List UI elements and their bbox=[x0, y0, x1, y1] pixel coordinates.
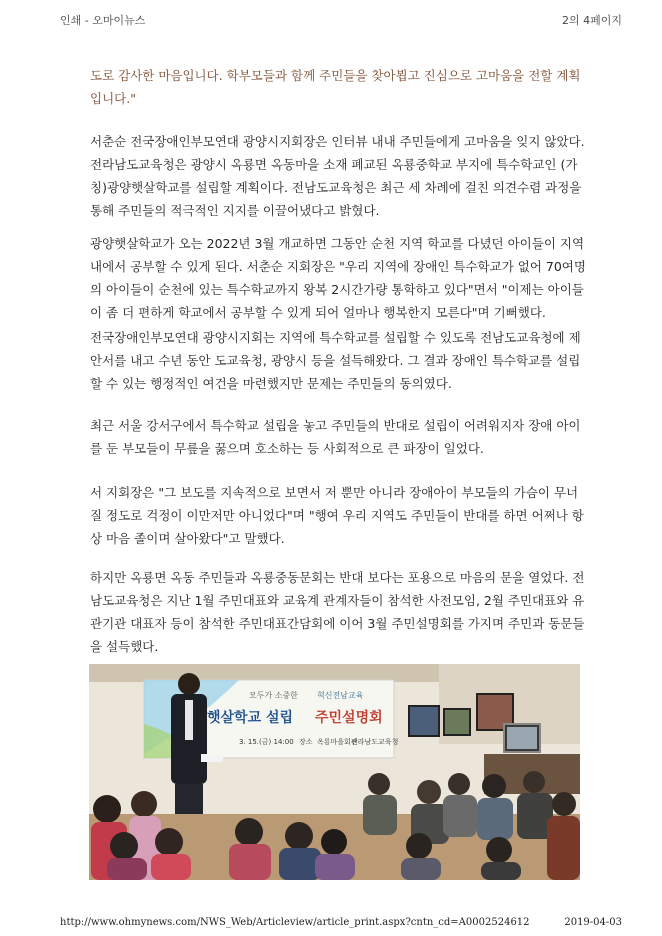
page-indicator: 2의 4페이지 bbox=[562, 14, 622, 27]
banner-date-text: 3. 15.(금) 14:00 bbox=[239, 738, 294, 746]
article-paragraph-6: 하지만 옥룡면 옥동 주민들과 옥룡중동문회는 반대 보다는 포용으로 마음의 문을 열었다. 전남도교육청은 지난 1월 주민대표와 교육계 관계자들이 참석한 사전모임, 2월 주민대표와 유관기관 대표자 등이 참석한 주민대표간담회에 이어 3월 주민설명회를 가지며 주민과 동문들을 설득했다. bbox=[90, 570, 585, 654]
banner-event-text: 주민설명회 bbox=[315, 710, 383, 726]
banner-place-text: 옥룡마을회관 bbox=[317, 738, 358, 746]
article-paragraph-4: 최근 서울 강서구에서 특수학교 설립을 놓고 주민들의 반대로 설립이 어려워지자 장애 아이를 둔 부모들이 무릎을 꿇으며 호소하는 등 사회적으로 큰 파장이 일었다. bbox=[90, 418, 581, 456]
article-paragraph-3: 전국장애인부모연대 광양시지회는 지역에 특수학교를 설립할 수 있도록 전남도교육청에 제안서를 내고 수년 동안 도교육청, 광양시 등을 설득해왔다. 그 결과 장애인 특수학교를 설립할 수 있는 행정적인 여건을 마련했지만 문제는 주민들의 동의였다. bbox=[90, 330, 581, 391]
banner-main-text: 햇살학교 설립 bbox=[207, 710, 294, 726]
print-header-title: 인쇄 - 오마이뉴스 bbox=[60, 14, 146, 27]
print-date: 2019-04-03 bbox=[564, 917, 622, 928]
article-photo bbox=[89, 664, 580, 880]
article-paragraph-5: 서 지회장은 "그 보도를 지속적으로 보면서 저 뿐만 아니라 장애아이 부모들의 가슴이 무너질 정도로 걱정이 이만저만 아니었다"며 "행여 우리 지역도 주민들이 반대를 하면 어쩌나 항상 마음 졸이며 살아왔다"고 말했다. bbox=[90, 485, 584, 546]
article-url: http://www.ohmynews.com/NWS_Web/Articleview/article_print.aspx?cntn_cd=A0002524612 bbox=[60, 917, 530, 928]
article-paragraph-2: 광양햇살학교가 오는 2022년 3월 개교하면 그동안 순천 지역 학교를 다녔던 아이들이 지역 내에서 공부할 수 있게 된다. 서춘순 지회장은 "우리 지역에 장애인 특수학교가 없어 70여명의 아이들이 순천에 있는 특수학교까지 왕복 2시간가량 통학하고 있다"면서 "이제는 아이들이 좀 더 편하게 학교에서 공부할 수 있게 되어 얼마나 행복한지 모른다"며 기뻐했다. bbox=[90, 236, 586, 320]
banner-org-text: 혁신전남교육 bbox=[317, 691, 364, 700]
banner-host-text: 전라남도교육청 bbox=[351, 738, 399, 746]
article-paragraph-1: 서춘순 전국장애인부모연대 광양시지회장은 인터뷰 내내 주민들에게 고마움을 잊지 않았다. 전라남도교육청은 광양시 옥룡면 옥동마을 소재 폐교된 옥룡중학교 부지에 특수학교인 (가칭)광양햇살학교를 설립할 계획이다. 전남도교육청은 최근 세 차례에 걸친 의견수렴 과정을 통해 주민들의 적극적인 지지를 이끌어냈다고 밝혔다. bbox=[90, 134, 585, 218]
banner-top-text: 모두가 소중한 bbox=[249, 691, 298, 700]
quote-continuation: 도로 감사한 마음입니다. 학부모들과 함께 주민들을 찾아뵙고 진심으로 고마움을 전할 계획입니다." bbox=[90, 68, 581, 106]
print-header bbox=[60, 12, 622, 28]
banner-place-label: 장소 bbox=[299, 738, 313, 746]
print-footer bbox=[60, 917, 622, 931]
